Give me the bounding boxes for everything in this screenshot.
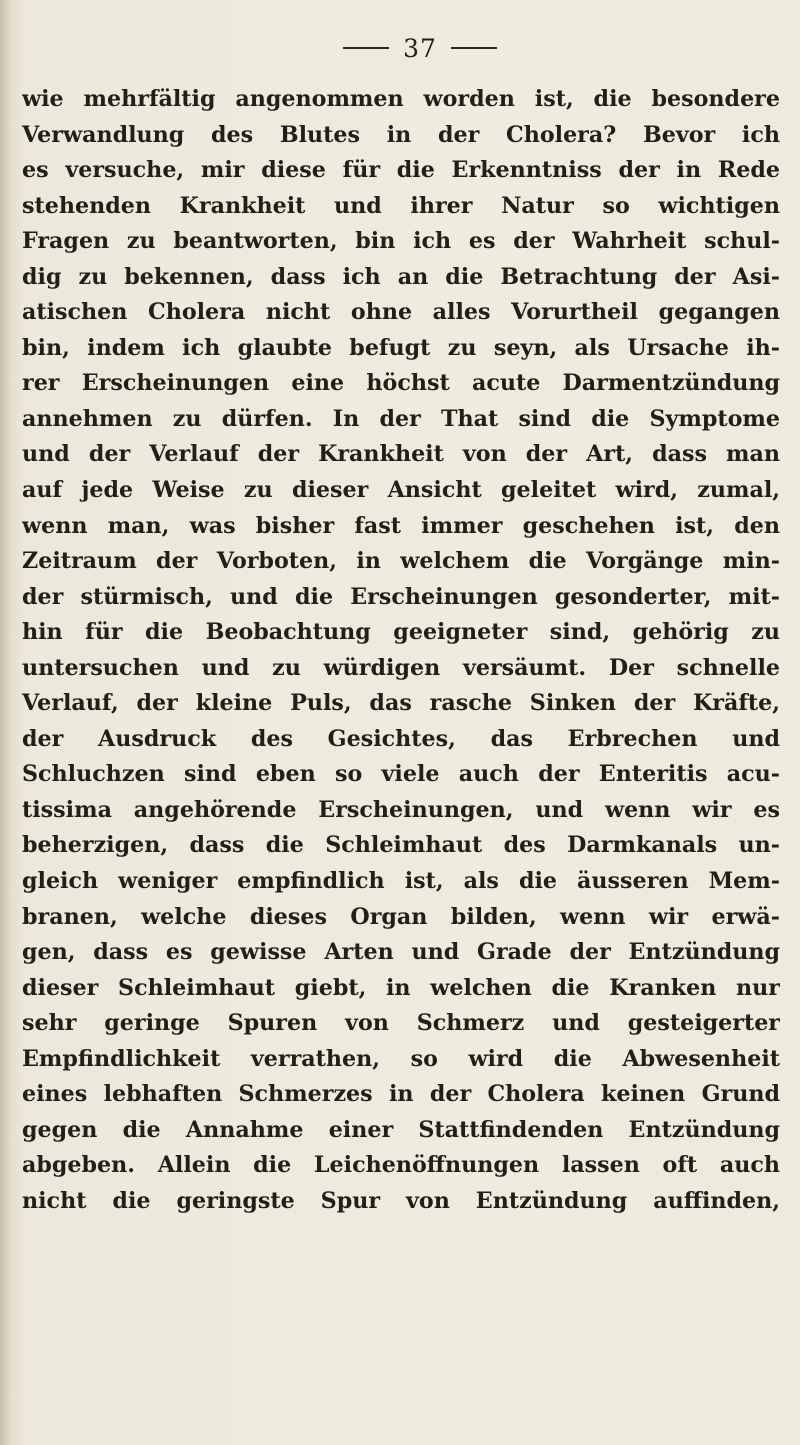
text-line: Empfindlichkeit verrathen, so wird die Abwesenheit	[22, 1045, 780, 1072]
text-line: hin für die Beobachtung geeigneter sind, gehörig zu	[22, 619, 780, 646]
text-line: gleich weniger empfindlich ist, als die äusseren Mem-	[22, 868, 780, 895]
text-line: und der Verlauf der Krankheit von der Art, dass man	[22, 441, 780, 468]
text-line: wie mehrfältig angenommen worden ist, die besondere	[22, 86, 780, 112]
text-line: Schluchzen sind eben so viele auch der Enteritis acu-	[22, 761, 780, 788]
header-dash-right	[451, 47, 497, 49]
text-line: untersuchen und zu würdigen versäumt. Der schnelle	[22, 654, 780, 681]
binding-gutter	[0, 0, 12, 1445]
text-line: es versuche, mir diese für die Erkenntniss der in Rede	[22, 157, 780, 184]
body-text	[22, 82, 780, 1220]
text-line: nicht die geringste Spur von Entzündung auffinden,	[22, 1187, 780, 1214]
text-line: beherzigen, dass die Schleimhaut des Darmkanals un-	[22, 832, 780, 859]
text-line: Verlauf, der kleine Puls, das rasche Sinken der Kräfte,	[22, 690, 780, 717]
text-line: Zeitraum der Vorboten, in welchem die Vorgänge min-	[22, 548, 780, 575]
text-line: der stürmisch, und die Erscheinungen gesonderter, mit-	[22, 583, 780, 610]
text-line: dieser Schleimhaut giebt, in welchen die Kranken nur	[22, 974, 780, 1001]
text-line: dig zu bekennen, dass ich an die Betrachtung der Asi-	[22, 263, 780, 290]
text-line: eines lebhaften Schmerzes in der Cholera keinen Grund	[22, 1081, 780, 1108]
page-header	[300, 30, 540, 66]
text-line: rer Erscheinungen eine höchst acute Darmentzündung	[22, 370, 780, 397]
text-line: tissima angehörende Erscheinungen, und wenn wir es	[22, 796, 780, 823]
text-line: gegen die Annahme einer Stattfindenden Entzündung	[22, 1116, 780, 1143]
text-line: branen, welche dieses Organ bilden, wenn wir erwä-	[22, 903, 780, 930]
header-dash-left	[343, 47, 389, 49]
text-line: der Ausdruck des Gesichtes, das Erbrechen und	[22, 725, 780, 752]
text-line: Fragen zu beantworten, bin ich es der Wahrheit schul-	[22, 228, 780, 255]
text-line: annehmen zu dürfen. In der That sind die Symptome	[22, 405, 780, 432]
text-line: abgeben. Allein die Leichenöffnungen lassen oft auch	[22, 1152, 780, 1179]
text-line: atischen Cholera nicht ohne alles Vorurtheil gegangen	[22, 299, 780, 326]
text-line: gen, dass es gewisse Arten und Grade der Entzündung	[22, 939, 780, 966]
text-line: sehr geringe Spuren von Schmerz und gesteigerter	[22, 1010, 780, 1037]
text-line: wenn man, was bisher fast immer geschehen ist, den	[22, 512, 780, 539]
text-line: auf jede Weise zu dieser Ansicht geleitet wird, zumal,	[22, 477, 780, 504]
text-line: stehenden Krankheit und ihrer Natur so wichtigen	[22, 192, 780, 219]
page-number: 37	[403, 33, 437, 63]
text-line: bin, indem ich glaubte befugt zu seyn, als Ursache ih-	[22, 334, 780, 361]
text-line: Verwandlung des Blutes in der Cholera? Bevor ich	[22, 121, 780, 148]
